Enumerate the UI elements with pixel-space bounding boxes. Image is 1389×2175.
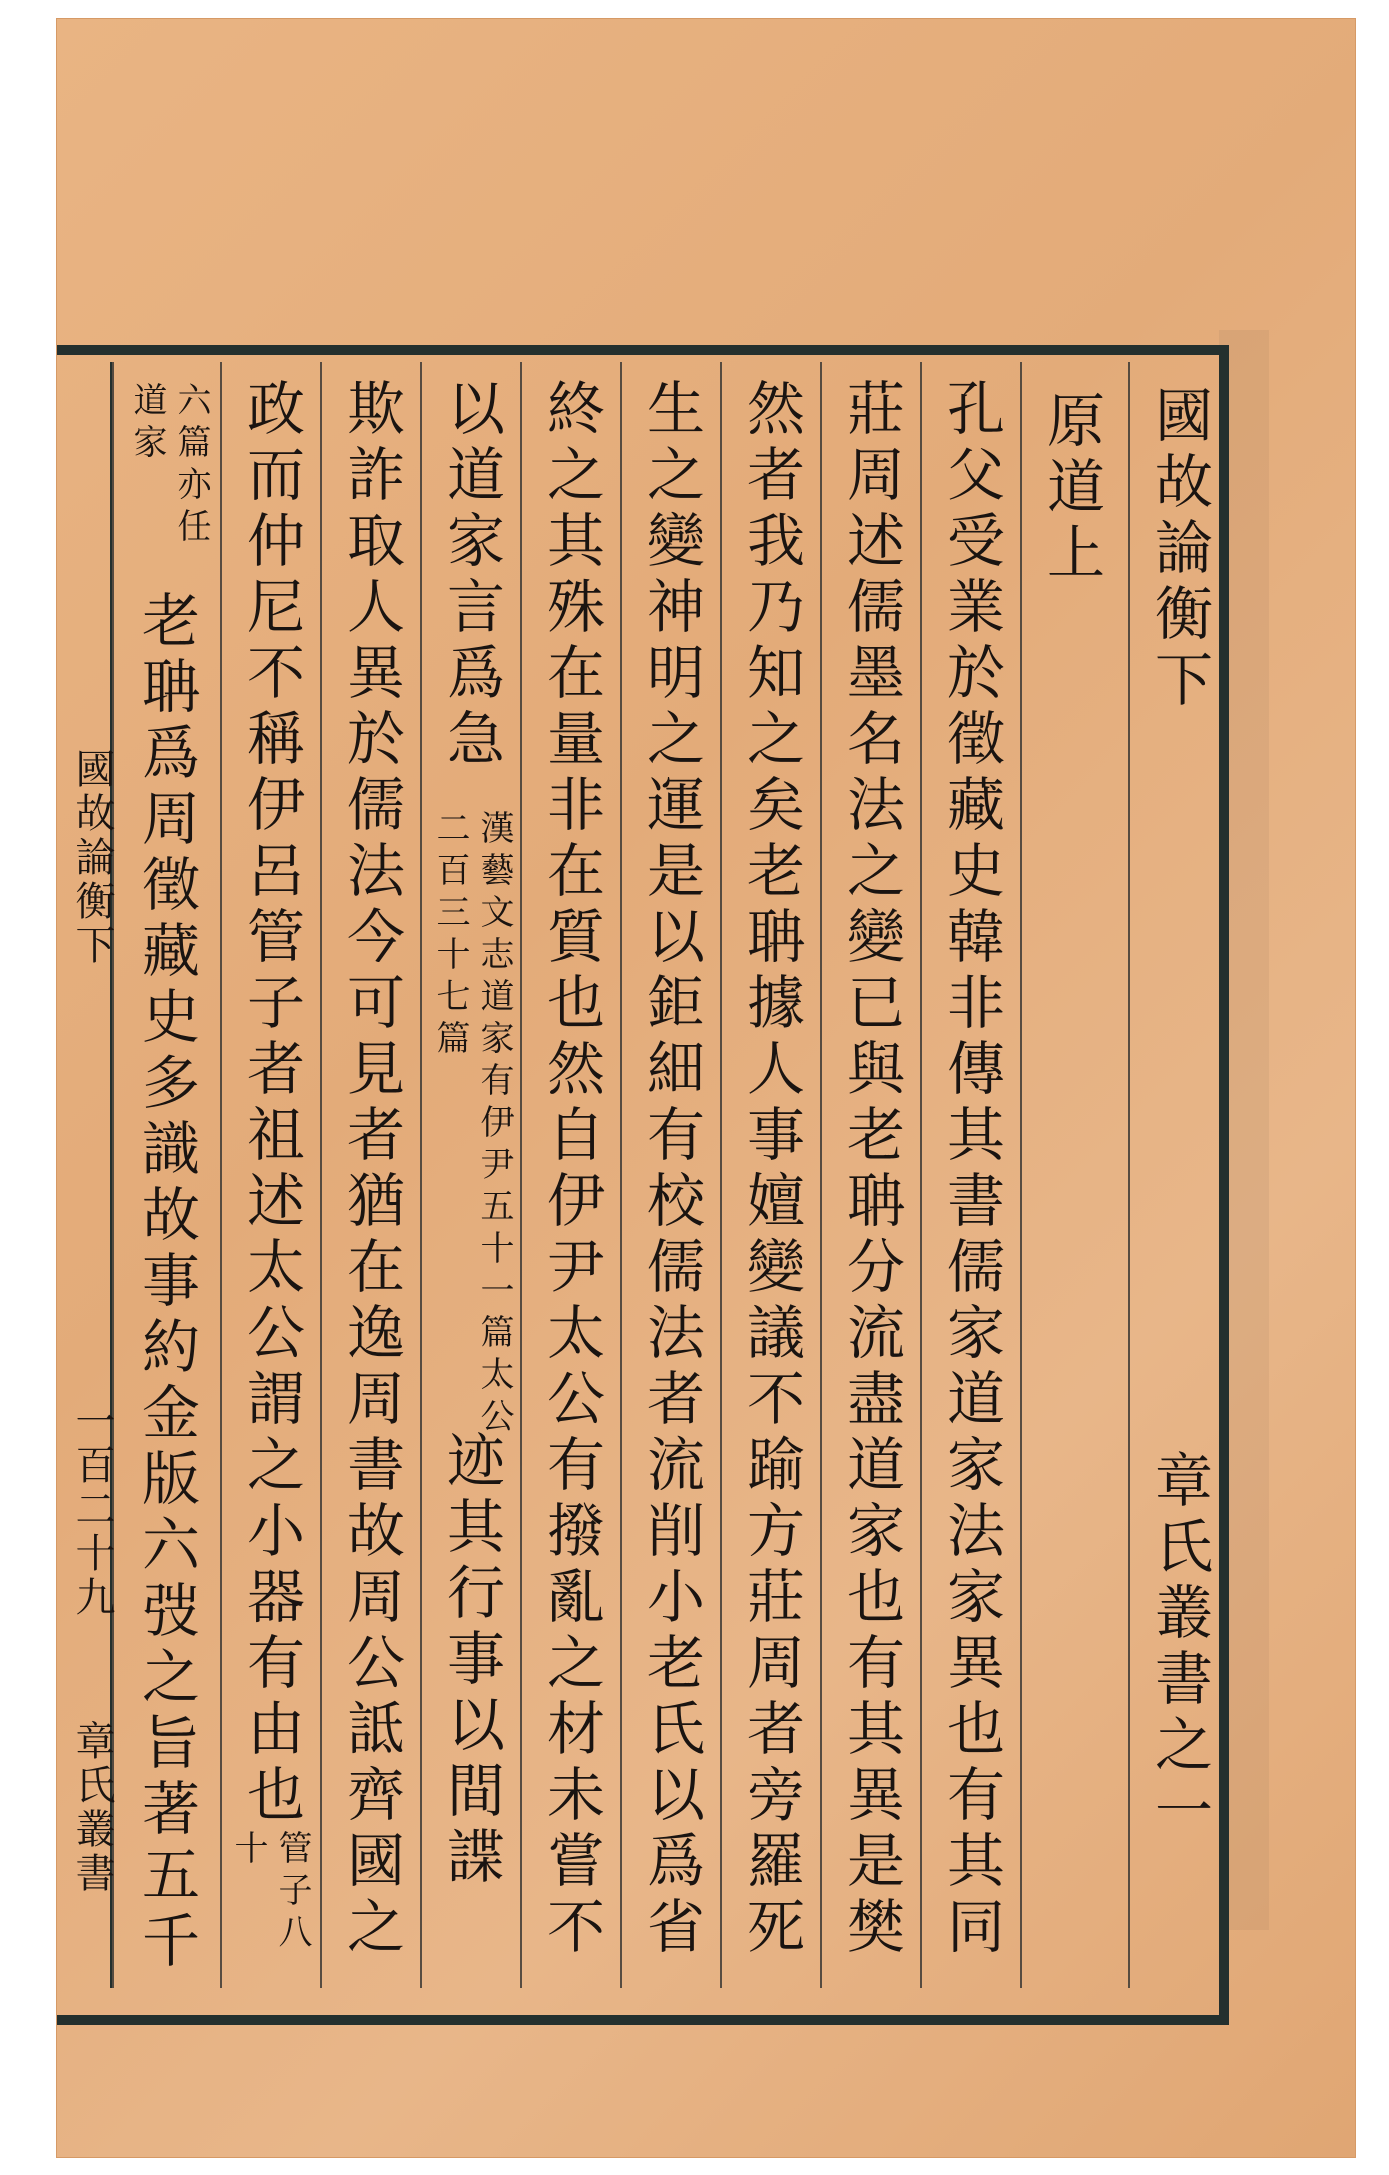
margin-page-number: 一百二十九 xyxy=(69,1400,115,1620)
column-rule xyxy=(520,362,522,1988)
series-label: 章氏叢書之一 xyxy=(1145,1450,1213,1846)
text-column-7: 欺詐取人異於儒法今可見者猶在逸周書故周公詆齊國之 xyxy=(337,378,405,1962)
text-column-2: 莊周述儒墨名法之變已與老聃分流盡道家也有其異是樊 xyxy=(837,378,905,1962)
text-column-6a: 以道家言爲急 xyxy=(437,378,505,774)
column-rule xyxy=(420,362,422,1988)
column-rule xyxy=(920,362,922,1988)
section-title: 原道上 xyxy=(1037,390,1105,588)
text-column-1: 孔父受業於徵藏史韓非傳其書儒家道家法家異也有其同 xyxy=(937,378,1005,1962)
book-title: 國故論衡下 xyxy=(1145,385,1213,715)
column-rule xyxy=(320,362,322,1988)
column-rule xyxy=(720,362,722,1988)
text-column-9: 老聃爲周徵藏史多識故事約金版六弢之旨著五千 xyxy=(132,590,200,1976)
column-rule xyxy=(820,362,822,1988)
text-column-3: 然者我乃知之矣老聃據人事嬗變議不踰方莊周者旁羅死 xyxy=(737,378,805,1962)
column-rule xyxy=(620,362,622,1988)
column-rule xyxy=(220,362,222,1988)
column-rule xyxy=(1128,362,1130,1988)
guanzi-note: 管子八十 xyxy=(228,1830,312,1956)
text-column-6b: 迹其行事以間諜 xyxy=(437,1430,505,1892)
han-shu-note: 漢藝文志道家有伊尹五十一篇太公二百三十七篇 xyxy=(430,810,514,1440)
text-column-5: 終之其殊在量非在質也然自伊尹太公有撥亂之材未嘗不 xyxy=(537,378,605,1962)
margin-title: 國故論衡下 xyxy=(69,748,115,968)
text-column-8: 政而仲尼不稱伊呂管子者祖述太公謂之小器有由也 xyxy=(237,378,305,1830)
text-column-4: 生之變神明之運是以鉅細有校儒法者流削小老氏以爲省 xyxy=(637,378,705,1962)
last-column-note: 六篇亦任道家 xyxy=(127,382,211,550)
column-rule xyxy=(1020,362,1022,1988)
margin-series: 章氏叢書 xyxy=(69,1720,115,1896)
